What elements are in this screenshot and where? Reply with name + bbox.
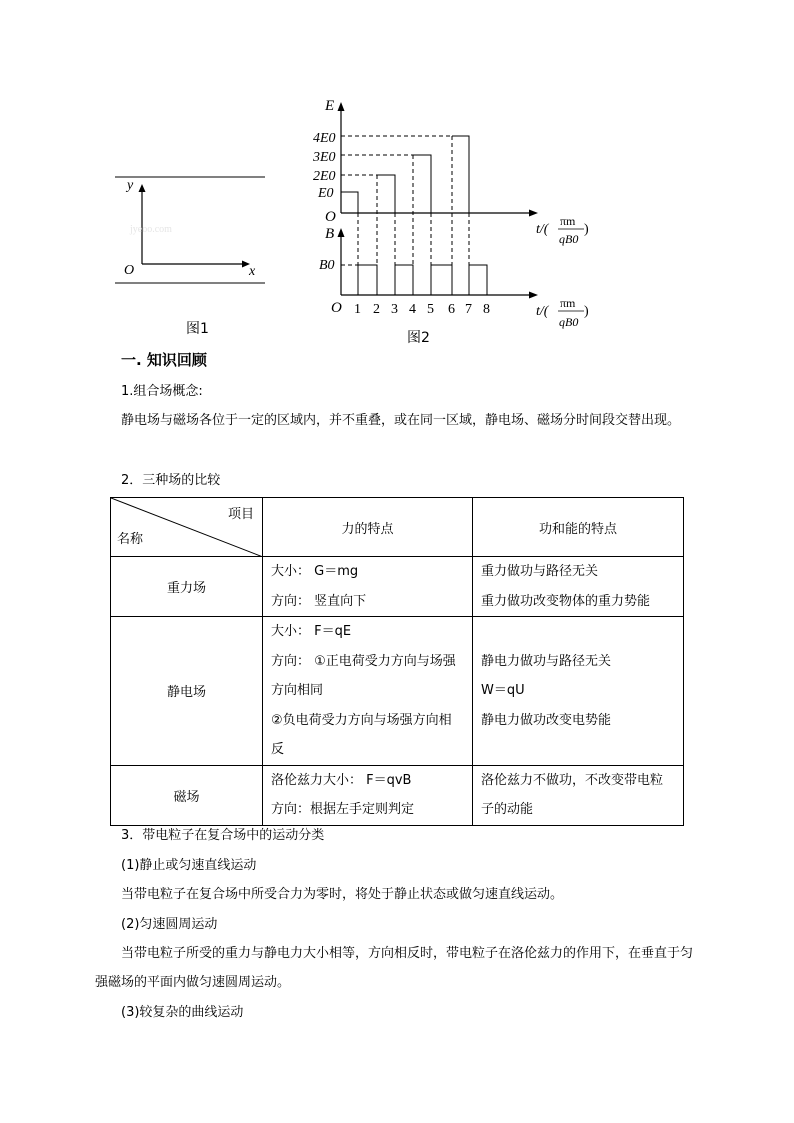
row-force: 大小： F＝qE 方向： ①正电荷受力方向与场强 方向相同 ②负电荷受力方向与场强方向相 反 xyxy=(263,617,473,766)
item3-sub3-title: (3)较复杂的曲线运动 xyxy=(121,1005,244,1020)
b-axis-arrow xyxy=(338,228,345,237)
row-energy: 重力做功与路径无关 重力做功改变物体的重力势能 xyxy=(473,557,684,617)
row-name: 静电场 xyxy=(111,617,263,766)
fig1-origin-label: O xyxy=(124,263,135,278)
tick-label: 7 xyxy=(465,302,472,317)
comparison-table xyxy=(110,497,684,826)
item3-sub2-title: (2)匀速圆周运动 xyxy=(121,917,218,932)
row-energy: 静电力做功与路径无关 W＝qU 静电力做功改变电势能 xyxy=(473,617,684,766)
e-axis-label: E xyxy=(325,98,335,114)
row-energy: 洛伦兹力不做功，不改变带电粒 子的动能 xyxy=(473,765,684,825)
item1-body: 静电场与磁场各位于一定的区域内，并不重叠，或在同一区域，静电场、磁场分时间段交替出现。 xyxy=(121,413,681,428)
svg-text:qB0: qB0 xyxy=(559,315,579,329)
row-name: 磁场 xyxy=(111,765,263,825)
svg-text:t/(: t/( xyxy=(536,304,549,319)
e-level-label: 4E0 xyxy=(313,131,336,146)
row-force: 大小： G＝mg 方向： 竖直向下 xyxy=(263,557,473,617)
b-pulse-4 xyxy=(469,265,487,295)
b-origin-label: O xyxy=(331,300,342,316)
tick-label: 5 xyxy=(427,302,434,317)
e-origin-label: O xyxy=(325,209,336,225)
b-pulse-2 xyxy=(395,265,413,295)
svg-text:πm: πm xyxy=(560,296,576,310)
e-pulse-3 xyxy=(413,155,431,213)
figure-1 xyxy=(110,170,280,295)
table-row xyxy=(111,557,684,617)
tick-label: 4 xyxy=(409,302,416,317)
svg-text:): ) xyxy=(584,304,589,319)
item3-sub1-title: (1)静止或匀速直线运动 xyxy=(121,858,257,873)
header-energy: 功和能的特点 xyxy=(473,498,684,557)
b-pulse-1 xyxy=(358,265,377,295)
e-pulse-4 xyxy=(452,136,469,213)
item2-title: 2．三种场的比较 xyxy=(121,473,221,488)
e-axis-arrow xyxy=(338,102,345,111)
item1-title: 1.组合场概念: xyxy=(121,384,203,399)
tick-label: 3 xyxy=(391,302,398,317)
fig2-caption: 图2 xyxy=(407,330,430,346)
e-level-label: E0 xyxy=(318,186,334,201)
table-row xyxy=(111,617,684,766)
b-level-label: B0 xyxy=(319,258,335,273)
item3-sub2-body: 当带电粒子所受的重力与静电力大小相等，方向相反时，带电粒子在洛伦兹力的作用下，在垂直于匀强磁场的平面内做匀速圆周运动。 xyxy=(95,946,694,990)
figure-2 xyxy=(300,95,600,340)
e-level-label: 3E0 xyxy=(313,150,336,165)
b-axis-label: B xyxy=(325,226,335,242)
tick-label: 6 xyxy=(448,302,455,317)
e-pulse-2 xyxy=(377,175,395,213)
fig1-caption: 图1 xyxy=(186,321,209,337)
row-name: 重力场 xyxy=(111,557,263,617)
tick-label: 8 xyxy=(483,302,490,317)
fig1-y-label: y xyxy=(127,178,134,193)
svg-text:πm: πm xyxy=(560,214,576,228)
section-title: 一. 知识回顾 xyxy=(121,351,207,369)
item3-title: 3．带电粒子在复合场中的运动分类 xyxy=(121,828,325,843)
e-time-arrow xyxy=(529,210,538,217)
svg-text:qB0: qB0 xyxy=(559,232,579,246)
header-force: 力的特点 xyxy=(263,498,473,557)
fig1-watermark: jyeoo.com xyxy=(130,224,172,235)
row-force: 洛伦兹力大小： F＝qvB 方向：根据左手定则判定 xyxy=(263,765,473,825)
item3-sub1-body: 当带电粒子在复合场中所受合力为零时，将处于静止状态或做匀速直线运动。 xyxy=(121,887,564,902)
b-time-arrow xyxy=(529,292,538,299)
svg-text:t/(: t/( xyxy=(536,222,549,237)
fig1-x-label: x xyxy=(249,264,256,279)
table-row xyxy=(111,765,684,825)
tick-label: 2 xyxy=(373,302,380,317)
b-time-unit xyxy=(536,296,589,329)
header-corner: 项目 名称 xyxy=(111,498,263,557)
tick-label: 1 xyxy=(354,302,361,317)
e-pulse-1 xyxy=(341,192,358,213)
e-time-unit xyxy=(536,214,589,246)
fig1-y-arrow xyxy=(139,184,146,192)
svg-text:): ) xyxy=(584,222,589,237)
b-pulse-3 xyxy=(431,265,452,295)
e-level-label: 2E0 xyxy=(313,169,336,184)
